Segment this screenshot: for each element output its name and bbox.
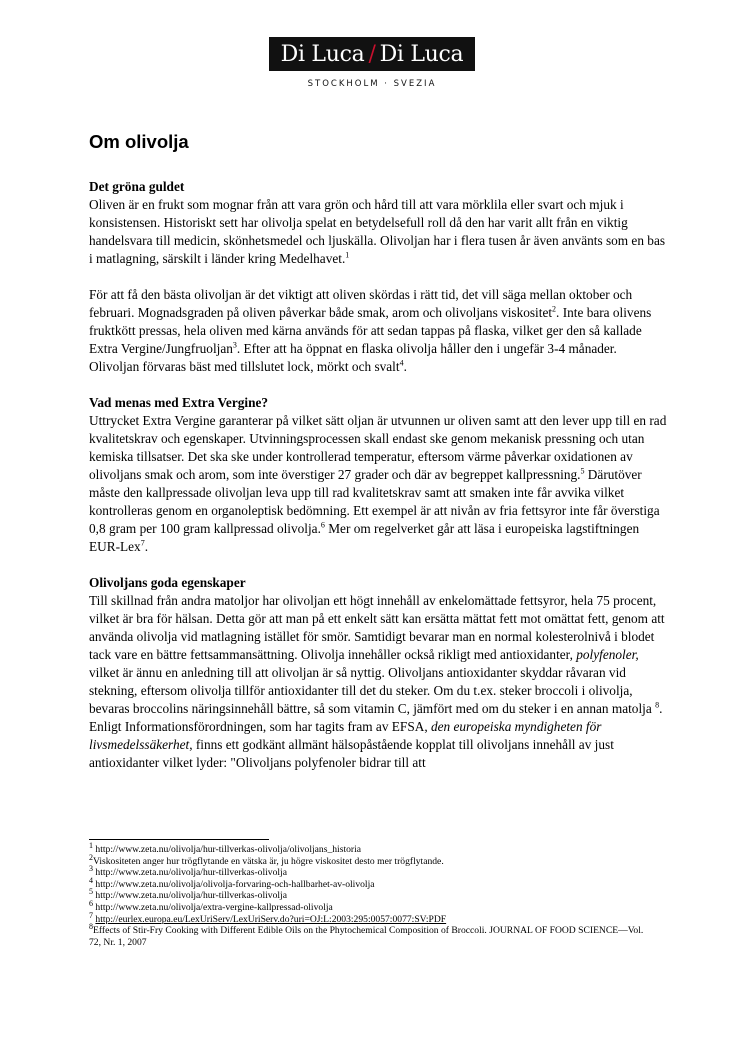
brand-logo (269, 37, 475, 71)
section-heading-properties: Olivoljans goda egenskaper (89, 575, 246, 590)
section-heading-green-gold: Det gröna guldet (89, 179, 185, 194)
logo-slash: / (368, 41, 376, 67)
footnote: $^5$ http://www.zeta.nu/olivolja/hur-tillverkas-olivolja (89, 887, 287, 902)
logo-subtitle: STOCKHOLM · SVEZIA (307, 79, 437, 89)
footnote: $^3$ http://www.zeta.nu/olivolja/hur-tillverkas-olivolja (89, 864, 287, 879)
footnote-ref: 8 (655, 700, 660, 710)
footnote-link[interactable]: $^7$ http://eurlex.europa.eu/LexUriServ/LexUriServ.do?uri=OJ:L:2003:295:0057:0077:SV:PDF (89, 910, 447, 925)
footnote-ref: 3 (232, 340, 237, 350)
paragraph: Oliven är en frukt som mognar från att vara grön och hård till att vara mörklila eller svart och mjuk i konsistensen. Historiskt sett har olivolja spelat en betydelsefull roll då den har varit allt från en viktig handelsvara till medicin, skönhetsmedel och ljuskälla. Olivoljan har i flera tusen år även använts som en bas i matlagning, särskilt i länder kring Medelhavet.$^1$ (89, 197, 666, 266)
footnote: $^2$Viskositeten anger hur trögflytande en vätska är, ju högre viskositet desto mer trögflytande. (89, 852, 444, 867)
footnote-ref: 1 (345, 250, 350, 260)
footnote-ref: 2 (552, 304, 557, 314)
footnotes (89, 840, 649, 948)
footnote-ref: 4 (399, 358, 404, 368)
footnote-ref: 7 (140, 538, 145, 548)
footnote-ref: 6 (320, 520, 325, 530)
footnote-divider (89, 839, 269, 840)
page-title: Om olivolja (89, 131, 189, 152)
article-body (89, 178, 669, 772)
logo-text-left: Di Luca (280, 41, 365, 67)
paragraph: För att få den bästa olivoljan är det viktigt att oliven skördas i rätt tid, det vill säga mellan oktober och februari. Mognadsgraden på oliven påverkar både smak, arom och olivoljans viskositet$^2$. Inte bara olivens fruktkött pressas, hela oliven med kärna används för att sedan tappas på flaska, vilket ger den så kallade Extra Vergine/Jungfruoljan$^3$. Efter att ha öppnat en flaska olivolja håller den i ungefär 3-4 månader. Olivoljan förvaras bäst med tillslutet lock, mörkt och svalt$^4$. (89, 287, 652, 374)
logo-text-right: Di Luca (379, 41, 464, 67)
footnote: $^6$ http://www.zeta.nu/olivolja/extra-vergine-kallpressad-olivolja (89, 898, 333, 913)
footnote: $^1$ http://www.zeta.nu/olivolja/hur-tillverkas-olivolja/olivoljans_historia (89, 840, 362, 855)
footnote-ref: 5 (580, 466, 585, 476)
footnote: $^8$Effects of Stir-Fry Cooking with Different Edible Oils on the Phytochemical Composition of Broccoli. JOURNAL OF FOOD SCIENCE—Vol. 72, Nr. 1, 2007 (89, 921, 644, 948)
footnote: $^4$ http://www.zeta.nu/olivolja/olivolja-forvaring-och-hallbarhet-av-olivolja (89, 875, 375, 890)
paragraph: Uttrycket Extra Vergine garanterar på vilket sätt oljan är utvunnen ur oliven samt att den lever upp till en rad kvalitetskrav och egenskaper. Utvinningsprocessen skall endast ske genom mekanisk pressning och utan kemiska tillsatser. Det ska ske under kontrollerad temperatur, eftersom värme påverkar oxidationen av olivoljans smak och arom, som inte överstiger 27 grader och där av begreppet kallpressning.$^5$ Därutöver måste den kallpressade olivoljan leva upp till rad kvalitetskrav samt att smaken inte får avvika vilket kontrolleras genom en organoleptisk bedömning. Ett exempel är att nivån av fria fettsyror inte får överstiga 0,8 gram per 100 gram kallpressad olivolja.$^6$ Mer om regelverket går att läsa i europeiska lagstiftningen EUR-Lex$^7$. (89, 413, 667, 554)
paragraph: Till skillnad från andra matoljor har olivoljan ett högt innehåll av enkelomättade fettsyror, hela 75 procent, vilket är bra för hälsan. Detta gör att man på ett enkelt sätt kan ersätta mättat fett mot omättat fett, genom att använda olivolja vid matlagning istället för smör. Samtidigt bevarar man en normal kolesterolnivå i blodet tack vare en bättre fettsammansättning. Olivolja innehåller också rikligt med antioxidanter, polyfenoler, vilket är ännu en anledning till att olivoljan är så nyttig. Olivoljans antioxidanter skyddar råvaran vid stekning, eftersom olivolja tillför antioxidanter till det du steker. Om du t.ex. steker broccoli i olivolja, bevaras broccolins näringsinnehåll bättre, så som vitamin C, jämfört med om du steker i en annan matolja $^8$. Enligt Informationsförordningen, som har tagits fram av EFSA, den europeiska myndigheten för livsmedelssäkerhet, finns ett godkänt allmänt hälsopåstående kopplat till olivoljans innehåll av just antioxidanter vilket lyder: "Olivoljans polyfenoler bidrar till att (89, 593, 665, 770)
section-heading-extra-vergine: Vad menas med Extra Vergine? (89, 395, 269, 410)
